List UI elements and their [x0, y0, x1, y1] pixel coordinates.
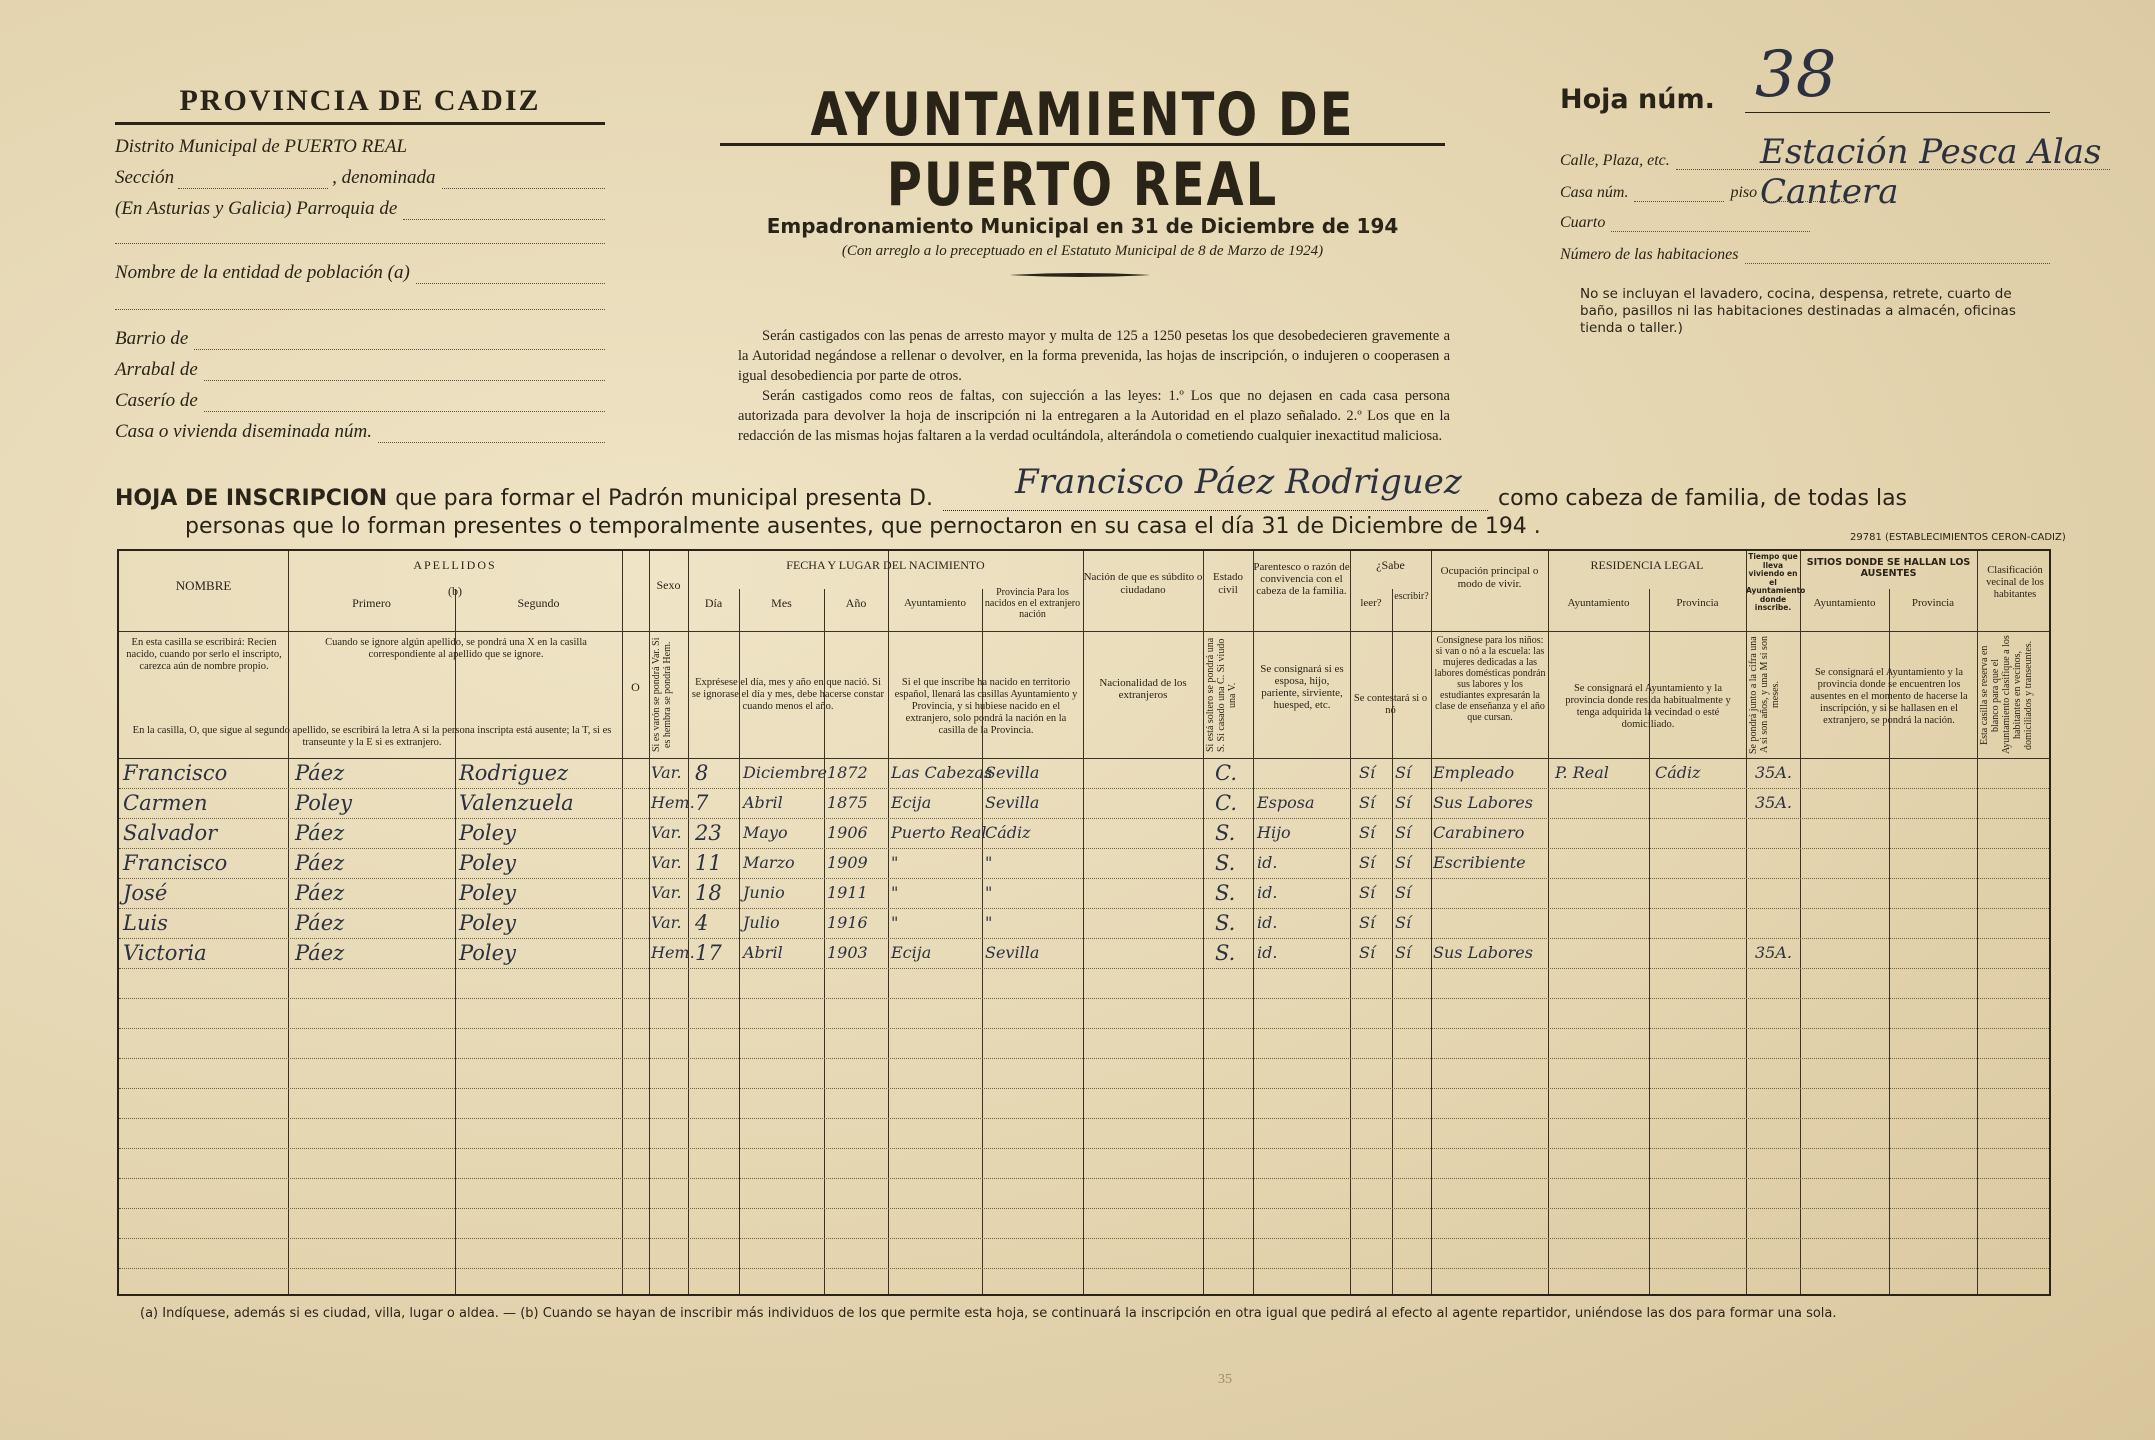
cell-segundo[interactable]: Poley — [459, 941, 516, 965]
entidad-line — [115, 258, 605, 284]
cell-ano[interactable]: 1911 — [827, 883, 868, 902]
cell-res-ayto[interactable] — [1555, 788, 1647, 818]
hoja-number[interactable]: 38 — [1755, 38, 1837, 112]
col-escribir: escribir? — [1394, 591, 1429, 602]
caserio-field[interactable] — [204, 396, 605, 412]
inscription-bold: HOJA DE INSCRIPCION — [115, 486, 388, 511]
cell-parentesco[interactable] — [1257, 758, 1349, 788]
cell-escribir[interactable]: Sí — [1395, 853, 1412, 872]
cell-estado[interactable]: S. — [1215, 911, 1236, 935]
cell-estado[interactable]: S. — [1215, 881, 1236, 905]
cell-leer[interactable]: Sí — [1359, 763, 1376, 782]
col-nombre: NOMBRE — [175, 578, 232, 593]
cell-parentesco[interactable]: id. — [1257, 913, 1278, 932]
entidad-extra-line[interactable] — [115, 290, 605, 310]
cell-segundo[interactable]: Poley — [459, 881, 516, 905]
col-segundo: Segundo — [517, 596, 560, 610]
cell-dia[interactable]: 23 — [695, 821, 722, 845]
cell-tiempo[interactable]: 35A. — [1755, 943, 1792, 962]
empadronamiento-subtitle: (Con arreglo a lo preceptuado en el Estatuto Municipal de 8 de Marzo de 1924) — [841, 243, 1324, 259]
cell-tiempo[interactable]: 35A. — [1755, 793, 1792, 812]
entidad-label: Nombre de la entidad de población (a) — [115, 262, 410, 283]
col-sitios-ausentes: SITIOS DONDE SE HALLAN LOS AUSENTES — [1806, 557, 1971, 579]
title-rule — [720, 143, 1445, 146]
inst-parentesco: Se consignará si es esposa, hijo, pariente, sirviente, huesped, etc. — [1260, 663, 1344, 711]
cell-ocupacion[interactable] — [1433, 908, 1547, 938]
cell-primero[interactable]: Páez — [295, 761, 345, 785]
denominada-label: , denominada — [332, 167, 436, 188]
inst-estado: Si está soltero se pondrá una S. Si casado una C. Si viudo una V. — [1205, 637, 1238, 753]
inst-sexo: Si es varón se pondrá Var. Si es hembra se pondrá Hem. — [651, 637, 673, 753]
cell-escribir[interactable]: Sí — [1395, 883, 1412, 902]
cell-res-ayto[interactable] — [1555, 818, 1647, 848]
cell-prov[interactable]: " — [985, 913, 993, 932]
cell-ayto[interactable]: Ecija — [891, 943, 932, 962]
calle-value[interactable]: Estación Pesca Alas Cantera — [1760, 132, 2102, 212]
barrio-line — [115, 324, 605, 350]
head-of-family-name[interactable]: Francisco Páez Rodriguez — [1015, 462, 1462, 502]
cell-res-ayto[interactable] — [1555, 848, 1647, 878]
col-ayuntamiento-nac: Ayuntamiento — [904, 597, 966, 609]
col-apellidos: APELLIDOS — [413, 558, 497, 572]
cell-escribir[interactable]: Sí — [1395, 943, 1412, 962]
cell-estado[interactable]: S. — [1215, 941, 1236, 965]
cell-prov[interactable]: Sevilla — [985, 763, 1040, 782]
inst-ocupacion: Consígnese para los niños: si van o nó a la escuela: las mujeres dedicadas a las labores domésticas pondrán sus labores y los estudiantes expresarán la clase de enseñanza y el año que cursan. — [1434, 635, 1546, 723]
cell-tiempo[interactable] — [1755, 818, 1799, 848]
cell-dia[interactable]: 4 — [695, 911, 709, 935]
cell-ocupacion[interactable] — [1433, 878, 1547, 908]
caserio-line — [115, 386, 605, 412]
cell-ano[interactable]: 1872 — [827, 763, 868, 782]
inscription-text-a: que para formar el Padrón municipal presenta D. — [395, 486, 933, 511]
cell-dia[interactable]: 18 — [695, 881, 722, 905]
seccion-label: Sección — [115, 167, 175, 188]
cell-ano[interactable]: 1903 — [827, 943, 868, 962]
col-aus-provincia: Provincia — [1911, 597, 1955, 609]
cell-res-ayto[interactable]: P. Real — [1555, 763, 1609, 782]
cell-mes[interactable]: Julio — [743, 913, 780, 932]
cell-mes[interactable]: Diciembre — [743, 763, 828, 782]
inst-fecha: Exprésese el día, mes y año en que nació. Si se ignorase el día y mes, debe hacerse constar cuando menos el año. — [691, 677, 885, 712]
cell-prov[interactable]: Cádiz — [985, 823, 1031, 842]
col-primero: Primero — [352, 596, 391, 610]
cell-res-prov[interactable] — [1655, 878, 1745, 908]
cell-mes[interactable]: Abril — [743, 793, 783, 812]
cell-ayto[interactable]: " — [891, 883, 899, 902]
cell-tiempo[interactable] — [1755, 848, 1799, 878]
cell-sexo[interactable]: Var. — [651, 763, 682, 782]
cell-ayto[interactable]: Ecija — [891, 793, 932, 812]
cell-dia[interactable]: 7 — [695, 791, 709, 815]
cell-prov[interactable]: Sevilla — [985, 793, 1040, 812]
cell-sexo[interactable]: Hem. — [651, 793, 695, 812]
penalty-paragraph-1: Serán castigados con las penas de arresto mayor y multa de 125 a 1250 pesetas los que desobedecieren gravemente a la Autoridad negándose a rellenar o devolver, en la forma prevenida, las hojas de inscripción, o indujeren o cooperasen a igual desobediencia por parte de otros. — [738, 328, 1450, 384]
col-ocupacion: Ocupación principal o modo de vivir. — [1440, 565, 1539, 590]
cell-segundo[interactable]: Valenzuela — [459, 791, 574, 815]
col-fecha-lugar: FECHA Y LUGAR DEL NACIMIENTO — [786, 558, 985, 572]
cell-ocupacion[interactable]: Empleado — [1433, 763, 1515, 782]
cell-segundo[interactable]: Rodriguez — [459, 761, 569, 785]
cuarto-field[interactable] — [1611, 218, 1810, 232]
distrito-line — [115, 132, 605, 158]
col-sexo: Sexo — [656, 578, 681, 592]
penalty-paragraph-2: Serán castigados como reos de faltas, con sujección a las leyes: 1.º Los que no dejasen en cada casa persona autorizada para devolver la hoja de inscripción ni la entregaren a la Autoridad en el plazo señalado. 2.º Los que en la redacción de las mismas hojas faltaren a la verdad ocultándola, alterándola o cometiendo cualquier inexactitud maliciosa. — [738, 388, 1450, 444]
piso-field[interactable] — [1763, 188, 1860, 202]
cell-tiempo[interactable] — [1755, 908, 1799, 938]
habitaciones-field[interactable] — [1745, 250, 2051, 264]
habitaciones-label: Número de las habitaciones — [1560, 246, 1739, 263]
inst-casilla-o: En la casilla, O, que sigue al segundo apellido, se escribirá la letra A si la persona inscripta está ausente; la T, si es transeunte y la E si es extranjero. — [132, 725, 612, 748]
entidad-field[interactable] — [416, 268, 605, 284]
cell-dia[interactable]: 8 — [695, 761, 709, 785]
arrabal-field[interactable] — [204, 365, 605, 381]
cell-ano[interactable]: 1916 — [827, 913, 868, 932]
inst-apellidos: Cuando se ignore algún apellido, se pondrá una X en la casilla correspondiente al apellido que se ignore. — [325, 637, 587, 660]
cell-sexo[interactable]: Var. — [651, 853, 682, 872]
printer-reference: 29781 (ESTABLECIMIENTOS CERON-CADIZ) — [1850, 532, 2066, 543]
cell-ano[interactable]: 1909 — [827, 853, 868, 872]
penalty-notice — [738, 326, 1450, 446]
cell-res-ayto[interactable] — [1555, 908, 1647, 938]
inst-o: O — [631, 680, 640, 694]
cell-sexo[interactable]: Var. — [651, 823, 682, 842]
col-res-provincia: Provincia — [1676, 597, 1719, 609]
inscription-line-2: personas que lo forman presentes o temporalmente ausentes, que pernoctaron en su casa el día 31 de Diciembre de 194 . — [185, 514, 1541, 539]
cell-sexo[interactable]: Var. — [651, 883, 682, 902]
cell-escribir[interactable]: Sí — [1395, 793, 1412, 812]
cell-res-ayto[interactable] — [1555, 938, 1647, 968]
arrabal-label: Arrabal de — [115, 359, 198, 380]
cell-nombre[interactable]: Salvador — [123, 821, 218, 845]
cell-leer[interactable]: Sí — [1359, 853, 1376, 872]
col-clasificacion: Clasificación vecinal de los habitantes — [1986, 565, 2044, 600]
col-nacion: Nación de que es súbdito o ciudadano — [1083, 571, 1203, 596]
parroquia-field[interactable] — [403, 204, 605, 220]
cell-nombre[interactable]: José — [123, 881, 168, 905]
ornament-divider — [1010, 272, 1150, 278]
arrabal-line — [115, 355, 605, 381]
cell-nombre[interactable]: Francisco — [123, 761, 228, 785]
col-tiempo: Tiempo que lleva viviendo en el Ayuntamiento donde inscribe. — [1746, 552, 1806, 612]
cell-primero[interactable]: Páez — [295, 941, 345, 965]
col-leer: leer? — [1360, 597, 1382, 609]
inst-lugar: Si el que inscribe ha nacido en territorio español, llenará las casillas Ayuntamiento y Provincia, y si hubiese nacido en el extranjero, solo pondrá la nación en la casilla de la Provincia. — [894, 677, 1078, 736]
seccion-line — [115, 163, 605, 189]
cell-tiempo[interactable]: 35A. — [1755, 763, 1792, 782]
casa-diseminada-label: Casa o vivienda diseminada núm. — [115, 421, 373, 442]
calle-label: Calle, Plaza, etc. — [1560, 152, 1670, 169]
cell-prov[interactable]: " — [985, 853, 993, 872]
hoja-label: Hoja núm. — [1560, 84, 1715, 115]
cell-ayto[interactable]: " — [891, 913, 899, 932]
cell-parentesco[interactable]: id. — [1257, 853, 1278, 872]
cell-tiempo[interactable] — [1755, 878, 1799, 908]
cell-res-prov[interactable] — [1655, 938, 1745, 968]
casa-field[interactable] — [1634, 188, 1724, 202]
hoja-num-line — [1745, 112, 2050, 113]
inscription-table — [117, 549, 2051, 1296]
habitaciones-note: No se incluyan el lavadero, cocina, despensa, retrete, cuarto de baño, pasillos ni las habitaciones destinadas a almacén, oficinas tienda o taller.) — [1580, 286, 2016, 336]
col-b: (b) — [448, 584, 462, 598]
cell-estado[interactable]: C. — [1215, 791, 1237, 815]
cell-primero[interactable]: Poley — [295, 791, 352, 815]
cell-segundo[interactable]: Poley — [459, 851, 516, 875]
habitaciones-line — [1560, 240, 2050, 264]
col-residencia-legal: RESIDENCIA LEGAL — [1590, 558, 1704, 572]
casa-label: Casa núm. — [1560, 184, 1629, 201]
inst-sitios: Se consignará el Ayuntamiento y la provincia donde se encuentren los ausentes en el momento de hacerse la inscripción, y si se hallasen en el extranjero, se pondrá la nación. — [1810, 667, 1968, 726]
cell-parentesco[interactable]: id. — [1257, 883, 1278, 902]
cell-escribir[interactable]: Sí — [1395, 763, 1412, 782]
cell-dia[interactable]: 17 — [695, 941, 722, 965]
col-aus-ayuntamiento: Ayuntamiento — [1813, 597, 1876, 609]
cell-ocupacion[interactable]: Sus Labores — [1433, 943, 1533, 962]
cell-estado[interactable]: S. — [1215, 851, 1236, 875]
cell-res-prov[interactable] — [1655, 788, 1745, 818]
cell-ayto[interactable]: " — [891, 853, 899, 872]
province-title: PROVINCIA DE CADIZ — [115, 84, 605, 125]
inst-sabe: Se contestará si o nó — [1353, 693, 1428, 716]
cell-primero[interactable]: Páez — [295, 821, 345, 845]
cell-res-prov[interactable]: Cádiz — [1655, 763, 1701, 782]
casa-diseminada-line — [115, 417, 605, 443]
col-parentesco: Parentesco o razón de convivencia con el cabeza de la familia. — [1253, 561, 1350, 597]
casa-line — [1560, 178, 1860, 202]
inscription-text-b: como cabeza de familia, de todas las — [1497, 486, 1908, 511]
col-sabe: ¿Sabe — [1376, 558, 1405, 572]
cuarto-label: Cuarto — [1560, 214, 1606, 231]
caserio-label: Caserío de — [115, 390, 198, 411]
cell-estado[interactable]: S. — [1215, 821, 1236, 845]
cell-nombre[interactable]: Carmen — [123, 791, 208, 815]
cell-parentesco[interactable]: Hijo — [1257, 823, 1291, 842]
inst-nombre: En esta casilla se escribirá: Recien nacido, cuando por serlo el inscripto, carezca aún de nombre propio. — [126, 637, 282, 672]
cell-primero[interactable]: Páez — [295, 851, 345, 875]
cell-res-ayto[interactable] — [1555, 878, 1647, 908]
cell-segundo[interactable]: Poley — [459, 821, 516, 845]
parroquia-extra-line[interactable] — [115, 224, 605, 244]
piso-label: piso — [1730, 184, 1758, 201]
cell-sexo[interactable]: Hem. — [651, 943, 695, 962]
empadronamiento-heading: Empadronamiento Municipal en 31 de Diciembre de 194 — [766, 214, 1399, 238]
cell-leer[interactable]: Sí — [1359, 883, 1376, 902]
seccion-field[interactable] — [178, 173, 328, 189]
cell-ocupacion[interactable]: Sus Labores — [1433, 793, 1533, 812]
cell-escribir[interactable]: Sí — [1395, 913, 1412, 932]
cell-ayto[interactable]: Las Cabezas — [891, 763, 993, 782]
inst-tiempo: Se pondrá junto a la cifra una A si son años, y una M si son meses. — [1748, 636, 1781, 754]
cell-leer[interactable]: Sí — [1359, 943, 1376, 962]
cell-estado[interactable]: C. — [1215, 761, 1237, 785]
footer-note: (a) Indíquese, además si es ciudad, villa, lugar o aldea. — (b) Cuando se hayan de inscribir más individuos de los que permite esta hoja, se continuará la inscripción en otra igual que pedirá al efecto al agente repartidor, uniéndose las dos para formar una sola. — [140, 1306, 1837, 1321]
inst-residencia: Se consignará el Ayuntamiento y la provincia donde resida habitualmente y tenga adquirida la vecindad o esté domiciliado. — [1565, 683, 1731, 730]
casa-diseminada-field[interactable] — [378, 427, 605, 443]
col-provincia-nac: Provincia Para los nacidos en el extranjero nación — [984, 587, 1081, 620]
cell-leer[interactable]: Sí — [1359, 793, 1376, 812]
cell-parentesco[interactable]: Esposa — [1257, 793, 1315, 812]
barrio-label: Barrio de — [115, 328, 189, 349]
parroquia-label: (En Asturias y Galicia) Parroquia de — [115, 198, 398, 219]
cell-segundo[interactable]: Poley — [459, 911, 516, 935]
cell-prov[interactable]: " — [985, 883, 993, 902]
col-estado-civil: Estado civil — [1213, 571, 1243, 596]
cell-ocupacion[interactable]: Escribiente — [1433, 853, 1526, 872]
cuarto-line — [1560, 208, 1810, 232]
cell-ocupacion[interactable]: Carabinero — [1433, 823, 1525, 842]
barrio-field[interactable] — [194, 334, 605, 350]
cell-dia[interactable]: 11 — [695, 851, 722, 875]
cell-prov[interactable]: Sevilla — [985, 943, 1040, 962]
cell-ano[interactable]: 1906 — [827, 823, 868, 842]
cell-leer[interactable]: Sí — [1359, 823, 1376, 842]
col-res-ayuntamiento: Ayuntamiento — [1567, 597, 1630, 609]
cell-nombre[interactable]: Francisco — [123, 851, 228, 875]
cell-res-prov[interactable] — [1655, 908, 1745, 938]
cell-parentesco[interactable]: id. — [1257, 943, 1278, 962]
ayuntamiento-title: AYUNTAMIENTO DE PUERTO REAL — [810, 80, 1355, 220]
cell-primero[interactable]: Páez — [295, 911, 345, 935]
distrito-label: Distrito Municipal de PUERTO REAL — [115, 136, 408, 157]
cell-res-prov[interactable] — [1655, 818, 1745, 848]
inst-clasificacion: Esta casilla se reserva en blanco para que el Ayuntamiento clasifique a los habitantes en vecinos, domiciliados y transeuntes. — [1979, 635, 2034, 755]
cell-mes[interactable]: Abril — [743, 943, 783, 962]
cell-escribir[interactable]: Sí — [1395, 823, 1412, 842]
cell-res-prov[interactable] — [1655, 848, 1745, 878]
denominada-field[interactable] — [442, 173, 605, 189]
cell-sexo[interactable]: Var. — [651, 913, 682, 932]
col-ano: Año — [845, 596, 867, 610]
cell-ayto[interactable]: Puerto Real — [891, 823, 987, 842]
cell-leer[interactable]: Sí — [1359, 913, 1376, 932]
cell-nombre[interactable]: Victoria — [123, 941, 207, 965]
cell-mes[interactable]: Marzo — [743, 853, 795, 872]
page-mark: 35 — [1218, 1372, 1232, 1387]
cell-mes[interactable]: Junio — [743, 883, 785, 902]
col-mes: Mes — [771, 596, 792, 610]
cell-primero[interactable]: Páez — [295, 881, 345, 905]
col-dia: Día — [704, 596, 723, 610]
cell-nombre[interactable]: Luis — [123, 911, 168, 935]
cell-ano[interactable]: 1875 — [827, 793, 868, 812]
inst-nacion: Nacionalidad de los extranjeros — [1099, 677, 1187, 701]
parroquia-line — [115, 194, 605, 220]
cell-mes[interactable]: Mayo — [743, 823, 788, 842]
